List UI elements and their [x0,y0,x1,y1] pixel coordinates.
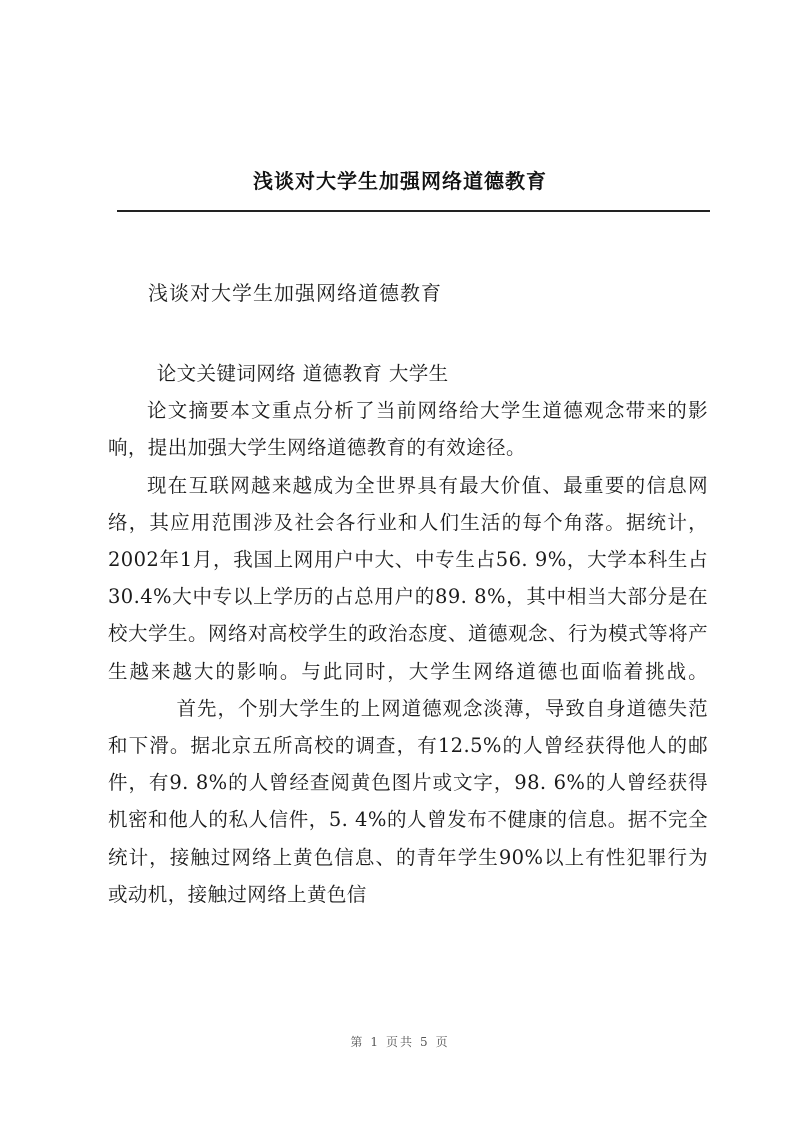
document-title: 浅谈对大学生加强网络道德教育 [253,169,547,193]
footer-total-pages: 5 [420,1035,430,1049]
abstract-paragraph: 论文摘要本文重点分析了当前网络给大学生道德观念带来的影响，提出加强大学生网络道德教育的有效途径。 [108,399,708,460]
article-body [108,355,708,913]
title-divider [117,210,710,212]
footer-suffix: 页 [435,1035,450,1049]
footer-middle: 页共 [385,1035,414,1049]
footer-page-number: 1 [370,1035,380,1049]
page-footer [0,1033,800,1050]
continued-paragraph-text: 首先，个别大学生的上网道德观念淡薄，导致自身道德失范和下滑。据北京五所高校的调查，有12.5%的人曾经获得他人的邮件，有9. 8%的人曾经查阅黄色图片或文字，98. 6%的人曾经获得机密和他人的私人信件，5. 4%的人曾发布不健康的信息。据不完全统计，接触过网络上黄色信息、的青年学生90%以上有性犯罪行为或动机，接触过网络上黄色信 [108,696,708,906]
main-paragraph [108,467,708,913]
footer-prefix: 第 [350,1035,365,1049]
keywords-line: 论文关键词网络 道德教育 大学生 [156,362,449,385]
main-paragraph-text: 现在互联网越来越成为全世界具有最大价值、最重要的信息网络，其应用范围涉及社会各行业和人们生活的每个角落。据统计，2002年1月，我国上网用户中大、中专生占56. 9%，大学本科生占30.4%大中专以上学历的占总用户的89. 8%，其中相当大部分是在校大学生。网络对高校学生的政治态度、道德观念、行为模式等将产生越来越大的影响。与此同时，大学生网络道德也面临着挑战。 [108,473,708,683]
article-subtitle: 浅谈对大学生加强网络道德教育 [148,281,442,305]
